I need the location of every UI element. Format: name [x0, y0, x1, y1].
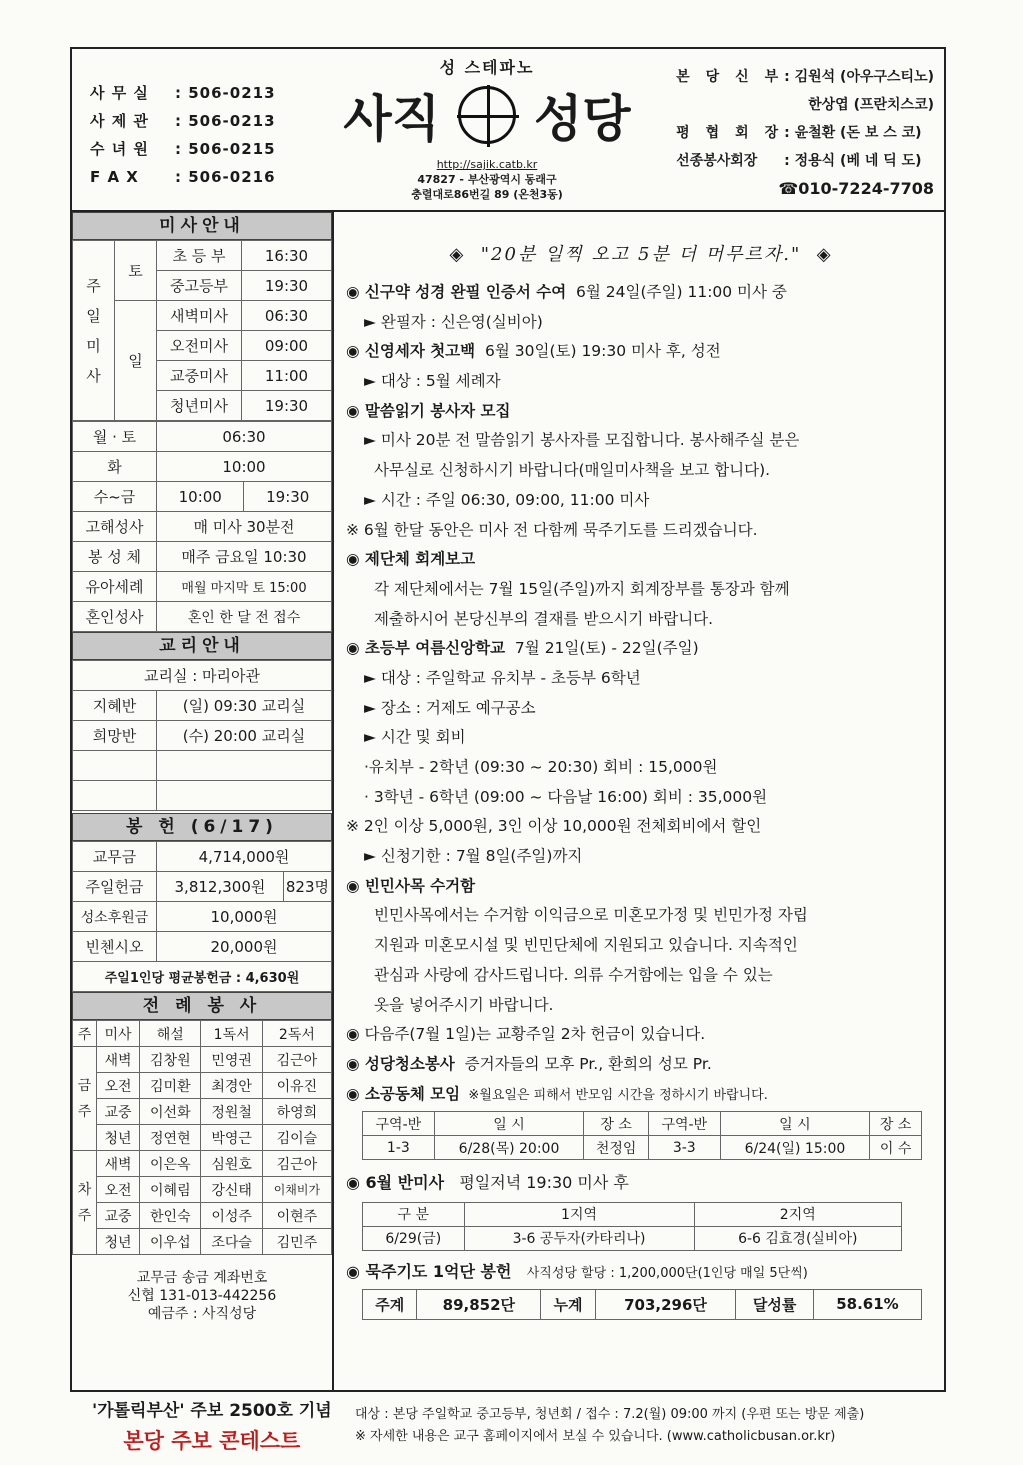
cell-value: 이 수	[870, 1136, 922, 1160]
contact-label: 수 녀 원	[90, 140, 149, 158]
lit-cell: 이채비가	[262, 1177, 331, 1203]
notice-detail: 증거자들의 모후 Pr., 환희의 성모 Pr.	[454, 1054, 712, 1073]
rosary-note: 사직성당 할당 : 1,200,000단(1인당 매일 5단씩)	[526, 1265, 808, 1281]
notice-line	[346, 545, 944, 575]
notice-line	[346, 605, 944, 635]
lit-cell: 이선화	[140, 1099, 201, 1125]
class-name: 지혜반	[73, 691, 157, 721]
header	[72, 49, 944, 212]
mass-guide-heading: 미사안내	[72, 212, 332, 240]
rosary-cell: 누계	[541, 1289, 595, 1319]
cell-value: 1-3	[363, 1136, 435, 1160]
class-name: 희망반	[73, 721, 157, 751]
notice-line	[346, 337, 944, 367]
contest-title: 본당 주보 콘테스트	[123, 1429, 301, 1453]
ban-head: 2지역	[694, 1202, 901, 1226]
clergy-row	[676, 147, 934, 175]
lit-cell: 새벽	[97, 1047, 140, 1073]
notice-text: 각 제단체에서는 7월 15일(주일)까지 회계장부를 통장과 함께	[374, 579, 790, 598]
ban-head: 구 분	[363, 1202, 465, 1226]
lit-cell: 김민주	[262, 1229, 331, 1255]
lit-head: 해설	[140, 1021, 201, 1047]
notice-title: ◉ 신구약 성경 완필 인증서 수여	[346, 283, 567, 301]
clergy-name: : 김원석 (아우구스티노)	[784, 69, 934, 85]
notice-line	[346, 278, 944, 308]
notice-text: ◉ 다음주(7월 1일)는 교황주일 2차 헌금이 있습니다.	[346, 1025, 706, 1044]
notice-text: ► 대상 : 주일학교 유치부 - 초등부 6학년	[364, 668, 641, 687]
notice-text: 지원과 미혼모시설 및 빈민단체에 지원되고 있습니다. 지속적인	[374, 936, 798, 955]
mass-time: 19:30	[242, 391, 332, 421]
weekday-label: 수~금	[73, 482, 157, 512]
lit-head: 주	[73, 1021, 97, 1047]
offering-count: 823명	[283, 872, 331, 902]
notice-line	[346, 723, 944, 753]
account-line: 교무금 송금 계좌번호	[136, 1270, 268, 1286]
notice-text: 관심과 사랑에 감사드립니다. 의류 수거함에는 입을 수 있는	[374, 965, 773, 984]
lit-cell: 교중	[97, 1099, 140, 1125]
notice-line	[346, 901, 944, 931]
empty-cell	[157, 751, 332, 781]
offering-label: 빈첸시오	[73, 932, 157, 962]
notice-line	[346, 931, 944, 961]
clergy-name: : 윤철환 (돈 보 스 코)	[784, 125, 922, 141]
offering-table	[72, 841, 332, 992]
weekday-label: 화	[73, 452, 157, 482]
contest-detail: 대상 : 본당 주일학교 중고등부, 청년회 / 접수 : 7.2(월) 09:00 까지 (우편 또는 방문 제출)	[355, 1407, 865, 1422]
lit-cell: 오전	[97, 1073, 140, 1099]
diamond-icon: ◈	[449, 244, 466, 265]
contact-label: 사 무 실	[90, 84, 149, 102]
rosary-cell: 주계	[363, 1289, 417, 1319]
cell-head: 장 소	[870, 1112, 922, 1136]
next-week-label: 차 주	[73, 1151, 97, 1255]
doctrine-table	[72, 660, 332, 811]
lit-cell: 민영권	[201, 1047, 262, 1073]
sunday-label: 일	[115, 301, 157, 421]
mass-time: 16:30	[242, 241, 332, 271]
mass-time: 11:00	[242, 361, 332, 391]
notice-line	[346, 783, 944, 813]
mass-time: 06:30	[242, 301, 332, 331]
notice-text: · 3학년 - 6학년 (09:00 ~ 다음날 16:00) 회비 : 35,000원	[364, 787, 768, 806]
empty-cell	[73, 781, 157, 811]
notice-detail: 7월 21일(토) - 22일(주일)	[505, 639, 699, 658]
contest-info	[355, 1404, 864, 1448]
notice-title: ◉ 소공동체 모임	[346, 1084, 461, 1103]
offering-value: 20,000원	[157, 932, 332, 962]
offering-heading: 봉 헌 (6/17)	[72, 813, 332, 841]
offering-value: 10,000원	[157, 902, 332, 932]
clergy-role: 선종봉사회장	[676, 153, 758, 169]
notice-line	[346, 486, 944, 516]
lit-cell: 이혜림	[140, 1177, 201, 1203]
notice-line	[346, 575, 944, 605]
contact-row: 수 녀 원 : 506-0215	[90, 135, 276, 163]
ban-value: 3-6 공두자(카타리나)	[464, 1226, 694, 1250]
contest-banner	[92, 1396, 332, 1456]
cross-logo-icon	[458, 86, 516, 144]
lit-cell: 조다슬	[201, 1229, 262, 1255]
notice-text: ► 완필자 : 신은영(실비아)	[364, 312, 543, 331]
lit-cell: 청년	[97, 1229, 140, 1255]
notice-title: ◉ 빈민사목 수거함	[346, 876, 476, 895]
cell-value: 천정임	[584, 1136, 649, 1160]
mass-time: 09:00	[242, 331, 332, 361]
cell-meeting-table	[362, 1111, 922, 1160]
rosary-table-wrap	[338, 1289, 944, 1320]
account-line: 예금주 : 사직성당	[147, 1306, 257, 1322]
contact-list	[90, 79, 276, 191]
sacrament-label: 유아세례	[73, 572, 157, 602]
lit-cell: 하영희	[262, 1099, 331, 1125]
mass-schedule-table	[72, 240, 332, 421]
contact-label: F A X	[90, 168, 139, 186]
notice-text: ► 미사 20분 전 말씀읽기 봉사자를 모집합니다. 봉사해주실 분은	[364, 431, 800, 450]
notice-title: ◉ 신영세자 첫고백	[346, 342, 476, 361]
notice-text: ► 신청기한 : 7월 8일(주일)까지	[364, 847, 583, 866]
rosary-cell: 달성률	[736, 1289, 814, 1319]
notice-text: 제출하시어 본당신부의 결재를 받으시기 바랍니다.	[374, 609, 714, 628]
clergy-role: 평 협 회 장	[676, 125, 779, 141]
lit-cell: 강신태	[201, 1177, 262, 1203]
cell-value: 3-3	[648, 1136, 720, 1160]
sacrament-label: 혼인성사	[73, 602, 157, 632]
notice-line	[346, 1080, 944, 1110]
church-name-left: 사직	[343, 90, 440, 148]
mass-name: 초 등 부	[157, 241, 242, 271]
mass-name: 새벽미사	[157, 301, 242, 331]
notice-line	[346, 426, 944, 456]
clergy-role: 본 당 신 부	[676, 69, 779, 85]
banmisa-note: 평일저녁 19:30 미사 후	[459, 1173, 629, 1193]
offering-label: 주일헌금	[73, 872, 157, 902]
rosary-cell: 703,296단	[595, 1289, 736, 1319]
mass-name: 중고등부	[157, 271, 242, 301]
diamond-icon: ◈	[816, 244, 833, 265]
clergy-role	[676, 91, 778, 119]
notice-line	[346, 397, 944, 427]
cell-head: 구역-반	[363, 1112, 435, 1136]
contact-label: 사 제 관	[90, 112, 149, 130]
left-column	[72, 212, 334, 1392]
notice-line	[346, 456, 944, 486]
sacrament-value: 매주 금요일 10:30	[157, 542, 332, 572]
notice-title: ◉ 초등부 여름신앙학교	[346, 639, 506, 658]
weekday-time: 06:30	[157, 422, 332, 452]
cell-value: 6/28(목) 20:00	[434, 1136, 584, 1160]
notice-line	[346, 694, 944, 724]
cell-meeting-table-wrap	[338, 1111, 944, 1160]
rosary-title: ◉ 묵주기도 1억단 봉헌	[346, 1261, 512, 1281]
clergy-name: 한상엽 (프란치스코)	[808, 97, 934, 113]
offering-label: 교무금	[73, 842, 157, 872]
notice-line	[346, 1050, 944, 1080]
this-week-label: 금 주	[73, 1047, 97, 1151]
notice-detail: ※월요일은 피해서 반모임 시간을 정하시기 바랍니다.	[460, 1087, 768, 1103]
notice-line	[346, 872, 944, 902]
lit-cell: 이우섭	[140, 1229, 201, 1255]
contact-value: 506-0213	[188, 112, 276, 130]
notice-line	[346, 634, 944, 664]
notice-text: ► 시간 : 주일 06:30, 09:00, 11:00 미사	[364, 490, 650, 509]
notice-text: ► 시간 및 회비	[364, 728, 466, 747]
mass-time: 19:30	[242, 271, 332, 301]
lit-cell: 청년	[97, 1125, 140, 1151]
banmisa-title: ◉ 6월 반미사	[346, 1173, 445, 1193]
lit-head: 1독서	[201, 1021, 262, 1047]
offering-label: 성소후원금	[73, 902, 157, 932]
sacrament-label: 고해성사	[73, 512, 157, 542]
slogan	[338, 240, 944, 266]
account-info	[72, 1269, 332, 1323]
notice-line	[346, 308, 944, 338]
lit-cell: 교중	[97, 1203, 140, 1229]
sacrament-value: 매월 마지막 토 15:00	[157, 572, 332, 602]
ban-value: 6-6 김효경(실비아)	[694, 1226, 901, 1250]
cell-head: 구역-반	[648, 1112, 720, 1136]
weekday-time: 19:30	[244, 482, 332, 512]
lit-cell: 이은옥	[140, 1151, 201, 1177]
weekday-table	[72, 421, 332, 632]
sunday-mass-label: 주 일 미 사	[73, 241, 115, 421]
lit-cell: 한인숙	[140, 1203, 201, 1229]
clergy-row	[676, 63, 934, 91]
lit-cell: 김미환	[140, 1073, 201, 1099]
mass-name: 청년미사	[157, 391, 242, 421]
lit-cell: 정원철	[201, 1099, 262, 1125]
bulletin-frame	[70, 47, 946, 1392]
notice-line	[346, 812, 944, 842]
ban-head: 1지역	[464, 1202, 694, 1226]
notice-title: ◉ 말씀읽기 봉사자 모집	[346, 401, 511, 420]
notice-line	[346, 664, 944, 694]
mass-name: 오전미사	[157, 331, 242, 361]
notice-line	[346, 991, 944, 1021]
phone-number[interactable]: ☎010-7224-7708	[778, 179, 934, 198]
notice-text: ·유치부 - 2학년 (09:30 ~ 20:30) 회비 : 15,000원	[364, 758, 718, 776]
lit-head: 2독서	[262, 1021, 331, 1047]
notice-line	[346, 753, 944, 783]
empty-cell	[73, 751, 157, 781]
rosary-cell: 89,852단	[417, 1289, 541, 1319]
notice-detail: 6월 24일(주일) 11:00 미사 중	[566, 283, 787, 301]
saturday-label: 토	[115, 241, 157, 301]
banmisa-table-wrap	[338, 1202, 944, 1251]
liturgy-heading: 전 례 봉 사	[72, 992, 332, 1020]
banmisa-table	[362, 1202, 902, 1251]
notice-text: ► 장소 : 거제도 예구공소	[364, 698, 536, 717]
weekday-time: 10:00	[157, 482, 244, 512]
notice-detail: 6월 30일(토) 19:30 미사 후, 성전	[475, 342, 721, 361]
cell-head: 일 시	[720, 1112, 870, 1136]
notice-text: 사무실로 신청하시기 바랍니다(매일미사책을 보고 합니다).	[374, 461, 771, 480]
church-subtitle: 성 스테파노	[439, 58, 535, 77]
notice-line	[346, 842, 944, 872]
church-url[interactable]: http://sajik.catb.kr	[436, 158, 538, 171]
lit-cell: 최경안	[201, 1073, 262, 1099]
lit-head: 미사	[97, 1021, 140, 1047]
doctrine-heading: 교리안내	[72, 632, 332, 660]
notice-text: ※ 2인 이상 5,000원, 3인 이상 10,000원 전체회비에서 할인	[346, 817, 762, 836]
notice-line	[346, 1020, 944, 1050]
ban-value: 6/29(금)	[363, 1226, 465, 1250]
lit-cell: 이성주	[201, 1203, 262, 1229]
account-line: 신협 131-013-442256	[127, 1288, 277, 1304]
footer	[0, 1392, 1023, 1462]
class-time: (수) 20:00 교리실	[157, 721, 332, 751]
offering-value: 4,714,000원	[157, 842, 332, 872]
notice-text: 빈민사목에서는 수거함 이익금으로 미혼모가정 및 빈민가정 자립	[374, 906, 808, 925]
mass-name: 교중미사	[157, 361, 242, 391]
lit-cell: 김근아	[262, 1047, 331, 1073]
contact-value: 506-0213	[188, 84, 276, 102]
lit-cell: 오전	[97, 1177, 140, 1203]
lit-cell: 정연현	[140, 1125, 201, 1151]
lit-cell: 박영근	[201, 1125, 262, 1151]
clergy-list	[676, 63, 934, 203]
contest-detail: ※ 자세한 내용은 교구 홈페이지에서 보실 수 있습니다. (www.catholicbusan.or.kr)	[355, 1429, 836, 1444]
weekday-time: 10:00	[157, 452, 332, 482]
lit-cell: 심원호	[201, 1151, 262, 1177]
notice-text: ► 대상 : 5월 세례자	[364, 372, 501, 391]
contact-row: 사 무 실 : 506-0213	[90, 79, 276, 107]
contact-value: 506-0215	[188, 140, 276, 158]
cell-head: 장 소	[584, 1112, 649, 1136]
contest-line: '가톨릭부산' 주보 2500호 기념	[92, 1401, 332, 1421]
liturgy-table	[72, 1020, 332, 1255]
sacrament-label: 봉 성 체	[73, 542, 157, 572]
rosary-table	[362, 1289, 922, 1320]
church-brand	[292, 55, 682, 201]
clergy-row	[676, 91, 934, 119]
doctrine-room: 교리실 : 마리아관	[73, 661, 332, 691]
banmisa-line	[338, 1168, 944, 1198]
contact-row: F A X : 506-0216	[90, 163, 276, 191]
clergy-name: : 정용식 (베 네 딕 도)	[784, 153, 922, 169]
sacrament-value: 혼인 한 달 전 접수	[157, 602, 332, 632]
offering-value: 3,812,300원	[157, 872, 284, 902]
clergy-row	[676, 119, 934, 147]
notice-text: ※ 6월 한달 동안은 미사 전 다함께 묵주기도를 드리겠습니다.	[346, 520, 758, 539]
rosary-cell: 58.61%	[813, 1289, 921, 1319]
notice-line	[346, 367, 944, 397]
average-offering: 주일1인당 평균봉헌금 : 4,630원	[73, 962, 332, 992]
cell-head: 일 시	[434, 1112, 584, 1136]
church-name-right: 성당	[534, 90, 631, 148]
contact-row: 사 제 관 : 506-0213	[90, 107, 276, 135]
notice-list	[338, 278, 944, 1109]
notice-text: 옷을 넣어주시기 바랍니다.	[374, 995, 554, 1014]
lit-cell: 김근아	[262, 1151, 331, 1177]
lit-cell: 새벽	[97, 1151, 140, 1177]
contact-value: 506-0216	[188, 168, 276, 186]
lit-cell: 김이슬	[262, 1125, 331, 1151]
notice-title: ◉ 제단체 회계보고	[346, 550, 476, 569]
slogan-text: "20분 일찍 오고 5분 더 머무르자."	[480, 244, 802, 265]
rosary-line	[338, 1257, 944, 1287]
address-line: 47827 - 부산광역시 동래구	[417, 173, 557, 186]
church-name	[292, 80, 682, 150]
cell-value: 6/24(일) 15:00	[720, 1136, 870, 1160]
notice-line	[346, 961, 944, 991]
lit-cell: 김창원	[140, 1047, 201, 1073]
lit-cell: 이유진	[262, 1073, 331, 1099]
notice-line	[346, 516, 944, 546]
lit-cell: 이현주	[262, 1203, 331, 1229]
class-time: (일) 09:30 교리실	[157, 691, 332, 721]
empty-cell	[157, 781, 332, 811]
notice-title: ◉ 성당청소봉사	[346, 1054, 455, 1073]
weekday-label: 월 · 토	[73, 422, 157, 452]
address-line: 충렬대로86번길 89 (온천3동)	[411, 188, 563, 201]
main-column	[338, 212, 944, 1392]
sacrament-value: 매 미사 30분전	[157, 512, 332, 542]
